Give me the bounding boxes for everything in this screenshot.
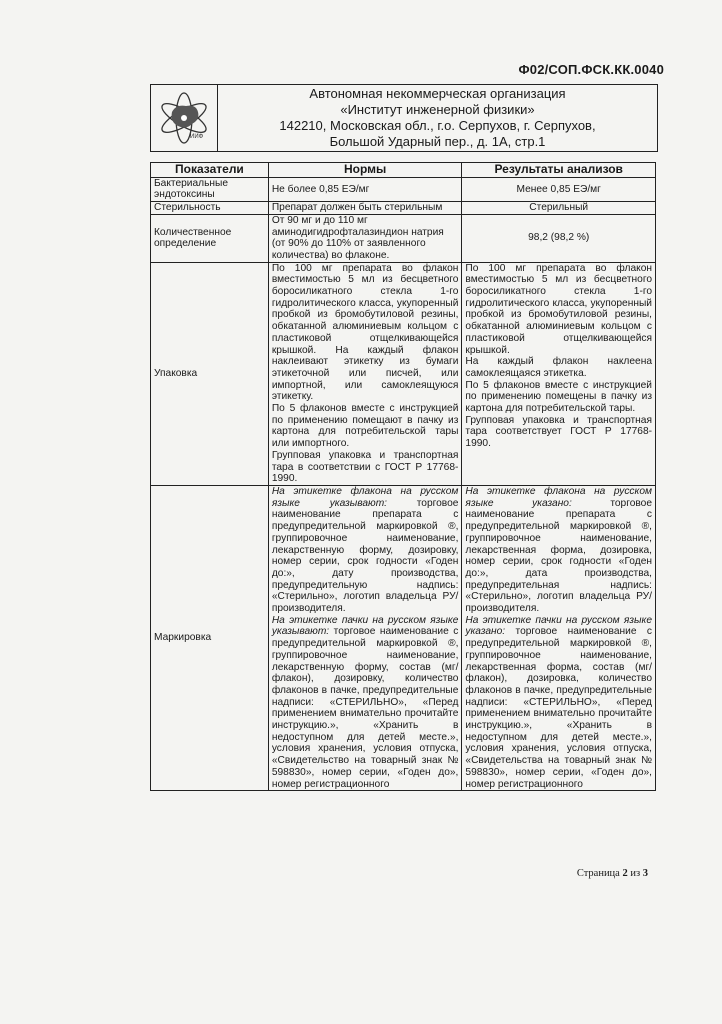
norm-paragraph [272,615,459,791]
result-cell: Менее 0,85 ЕЭ/мг [462,177,656,201]
paragraph-text: торговое наименование с предупредительной маркировкой ®, группировочное наименование, лекарственную форму, состав (мг/флакон), дозировку, количество флаконов в пачке, предупредительные надписи: «СТЕРИЛЬНО», «Перед применением внимательно прочитайте инструкцию.», «Хранить в недоступном для детей месте.», условия хранения, условия отпуска, «Свидетельство на товарный знак № 598830», номер серии, «Годен до», номер регистрационного [271,626,459,790]
document-code: Ф02/СОП.ФСК.КК.0040 [518,62,664,77]
table-row [151,262,656,485]
organization-header [150,84,658,152]
indicator-cell: Маркировка [151,485,269,790]
result-cell: 98,2 (98,2 %) [462,214,656,262]
column-header: Показатели [151,163,269,178]
italic-lead: На этикетке пачки на русском языке указывают: [271,614,459,638]
paragraph-text: торговое наименование препарата с предупредительной маркировкой ®, группировочное наименование, лекарственную форму, дозировку, номер серии, срок годности «Годен до:», дату производства, предупредительную надпись: «Стерильно», логотип владельца РУ/производителя. [271,497,459,615]
result-paragraph: По 100 мг препарата во флакон вместимостью 5 мл из бесцветного боросиликатного стекла 1-го гидролитического класса, укупоренный пробкой из бромобутиловой резины, обкатанной алюминиевым кольцом с пластиковой отщелкивающейся крышкой. [465,262,652,356]
org-address-line: 142210, Московская обл., г.о. Серпухов, г. Серпухов, [279,118,596,133]
italic-lead: На этикетке флакона на русском языке указывают: [271,485,459,509]
indicator-cell: Бактериальные эндотоксины [151,177,269,201]
page-label: Страница [576,868,620,879]
result-paragraph [465,615,652,791]
norm-cell: От 90 мг и до 110 мг аминодигидрофталазиндион натрия (от 90% до 110% от заявленного количества) во флаконе. [268,214,462,262]
norm-cell [268,262,462,485]
norm-cell: Не более 0,85 ЕЭ/мг [268,177,462,201]
table-row [151,214,656,262]
page-of-label: из [630,868,641,879]
italic-lead: На этикетке флакона на русском языке указано: [465,485,652,509]
result-paragraph: Групповая упаковка и транспортная тара соответствует ГОСТ Р 17768-1990. [465,414,652,450]
result-cell: Стерильный [462,202,656,215]
atom-globe-logo-icon [156,90,212,146]
indicator-cell: Количественное определение [151,214,269,262]
norm-cell [268,485,462,790]
indicator-cell: Упаковка [151,262,269,485]
norm-paragraph [272,486,459,615]
column-header: Результаты анализов [462,163,656,178]
paragraph-text: торговое наименование препарата с предупредительной маркировкой ®, группировочное наименование, лекарственная форма, дозировка, номер серии, срок годности «Годен до:», дата производства, предупредительная надпись: «Стерильно», логотип владельца РУ/производителя. [465,497,652,615]
norm-paragraph: По 5 флаконов вместе с инструкцией по применению помещают в пачку из картона для потребительской тары или импортного. [271,403,459,450]
logo [151,85,218,151]
norm-cell: Препарат должен быть стерильным [268,202,462,215]
result-paragraph: По 5 флаконов вместе с инструкцией по применению помещены в пачку из картона для потребительской тары. [465,379,652,415]
indicator-cell: Стерильность [151,202,269,215]
norm-paragraph: По 100 мг препарата во флакон вместимостью 5 мл из бесцветного боросиликатного стекла 1-го гидролитического класса, укупоренный пробкой из бромобутиловой резины, обкатанной алюминиевым кольцом с пластиковой отщелкивающейся крышкой. На каждый флакон наклеивают этикетку из бумаги этикеточной или писчей, или импортной, или самоклеящуюся этикетку. [271,262,459,403]
analysis-table [150,162,656,791]
page-current: 2 [622,868,628,879]
org-name-line: Автономная некоммерческая организация [309,86,566,101]
page-number [577,868,648,879]
table-row [151,485,656,790]
paragraph-text: торговое наименование с предупредительной маркировкой ®, группировочное наименование, лекарственная форма, состав (мг/флакон), дозировка, количество флаконов в пачке, предупредительные надписи: «СТЕРИЛЬНО», «Перед применением внимательно прочитайте инструкцию.», «Хранить в недоступном для детей месте.», условия хранения, условия отпуска, «Свидетельства на товарный знак № 598830», номер серии, «Годен до», номер регистрационного [465,626,652,790]
result-cell [462,262,656,485]
table-header-row [151,163,656,178]
table-row [151,202,656,215]
italic-lead: На этикетке пачки на русском языке указано: [465,614,652,638]
org-address-line: Большой Ударный пер., д. 1А, стр.1 [329,134,546,149]
svg-text:ИИФ: ИИФ [190,134,204,140]
org-name-line: «Институт инженерной физики» [340,102,535,117]
table-row [151,177,656,201]
norm-paragraph: Групповая упаковка и транспортная тара в соответствии с ГОСТ Р 17768-1990. [271,449,459,485]
result-cell [462,485,656,790]
column-header: Нормы [268,163,462,178]
result-paragraph: На каждый флакон наклеена самоклеящаяся этикетка. [465,356,652,379]
result-paragraph [465,486,652,615]
page-total: 3 [642,868,648,879]
